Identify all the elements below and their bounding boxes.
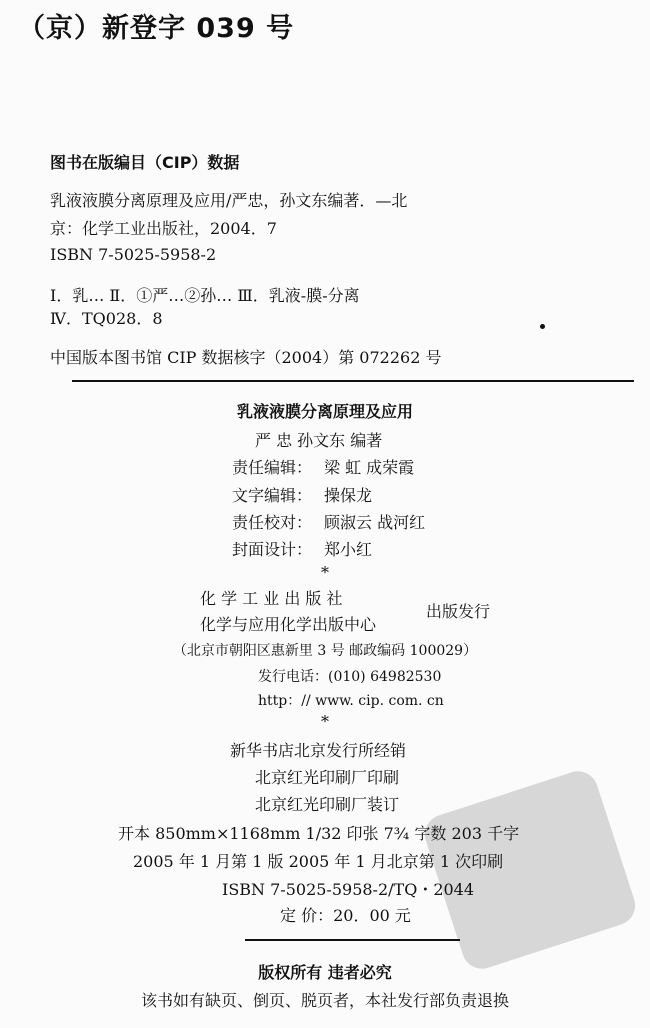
top-rule [72, 380, 634, 382]
credit-role: 封面设计： [232, 540, 313, 559]
bottom-rule [245, 939, 460, 941]
book-title: 乳液液膜分离原理及应用 [236, 402, 413, 421]
cip-title-line-1: 乳液液膜分离原理及应用/严忠，孙文东编著．—北 [50, 191, 408, 210]
separator-star: * [321, 712, 329, 731]
credit-names: 郑小红 [324, 540, 373, 559]
price: 定 价：20．00 元 [280, 906, 411, 925]
credit-role: 文字编辑： [232, 486, 313, 505]
binder: 北京红光印刷厂装订 [255, 795, 400, 814]
credit-names: 操保龙 [324, 486, 373, 505]
publishing-permit: （京）新登字 039 号 [18, 13, 295, 44]
publisher-center: 化学与应用化学出版中心 [200, 615, 377, 634]
cip-isbn: ISBN 7-5025-5958-2 [50, 245, 217, 264]
edition-info: 2005 年 1 月第 1 版 2005 年 1 月北京第 1 次印刷 [133, 852, 504, 871]
replacement-notice: 该书如有缺页、倒页、脱页者，本社发行部负责退换 [140, 991, 509, 1010]
credit-row [232, 537, 372, 560]
copyright-notice: 版权所有 违者必究 [258, 963, 392, 982]
credit-row [232, 455, 414, 478]
credit-row [232, 510, 425, 533]
cip-subjects: Ⅰ．乳… Ⅱ．①严…②孙… Ⅲ．乳液-膜-分离 [50, 286, 360, 305]
credit-role: 责任编辑： [232, 458, 313, 477]
credit-role: 责任校对： [232, 513, 313, 532]
credit-row [232, 483, 372, 506]
seller: 新华书店北京发行所经销 [230, 741, 407, 760]
publisher-role: 出版发行 [426, 602, 491, 621]
credit-names: 顾淑云 战河红 [324, 513, 426, 532]
ink-dot [540, 324, 545, 329]
cip-classification: Ⅳ．TQ028．8 [50, 309, 163, 328]
printer: 北京红光印刷厂印刷 [255, 768, 400, 787]
credit-names: 梁 虹 成荣霞 [324, 458, 415, 477]
book-format: 开本 850mm×1168mm 1/32 印张 7¾ 字数 203 千字 [118, 824, 520, 843]
full-isbn: ISBN 7-5025-5958-2/TQ・2044 [222, 880, 475, 899]
publisher-name: 化 学 工 业 出 版 社 [200, 589, 343, 608]
book-authors: 严 忠 孙文东 编著 [255, 431, 383, 450]
cip-title: 图书在版编目（CIP）数据 [50, 153, 240, 172]
publisher-phone: 发行电话：(010) 64982530 [258, 669, 442, 685]
cip-title-line-2: 京：化学工业出版社，2004．7 [50, 219, 277, 238]
cip-core-number: 中国版本图书馆 CIP 数据核字（2004）第 072262 号 [50, 348, 442, 367]
publisher-block [200, 586, 376, 638]
publisher-website: http：// www. cip. com. cn [258, 693, 444, 709]
separator-star: * [321, 563, 329, 582]
publisher-address: （北京市朝阳区惠新里 3 号 邮政编码 100029） [172, 643, 478, 659]
